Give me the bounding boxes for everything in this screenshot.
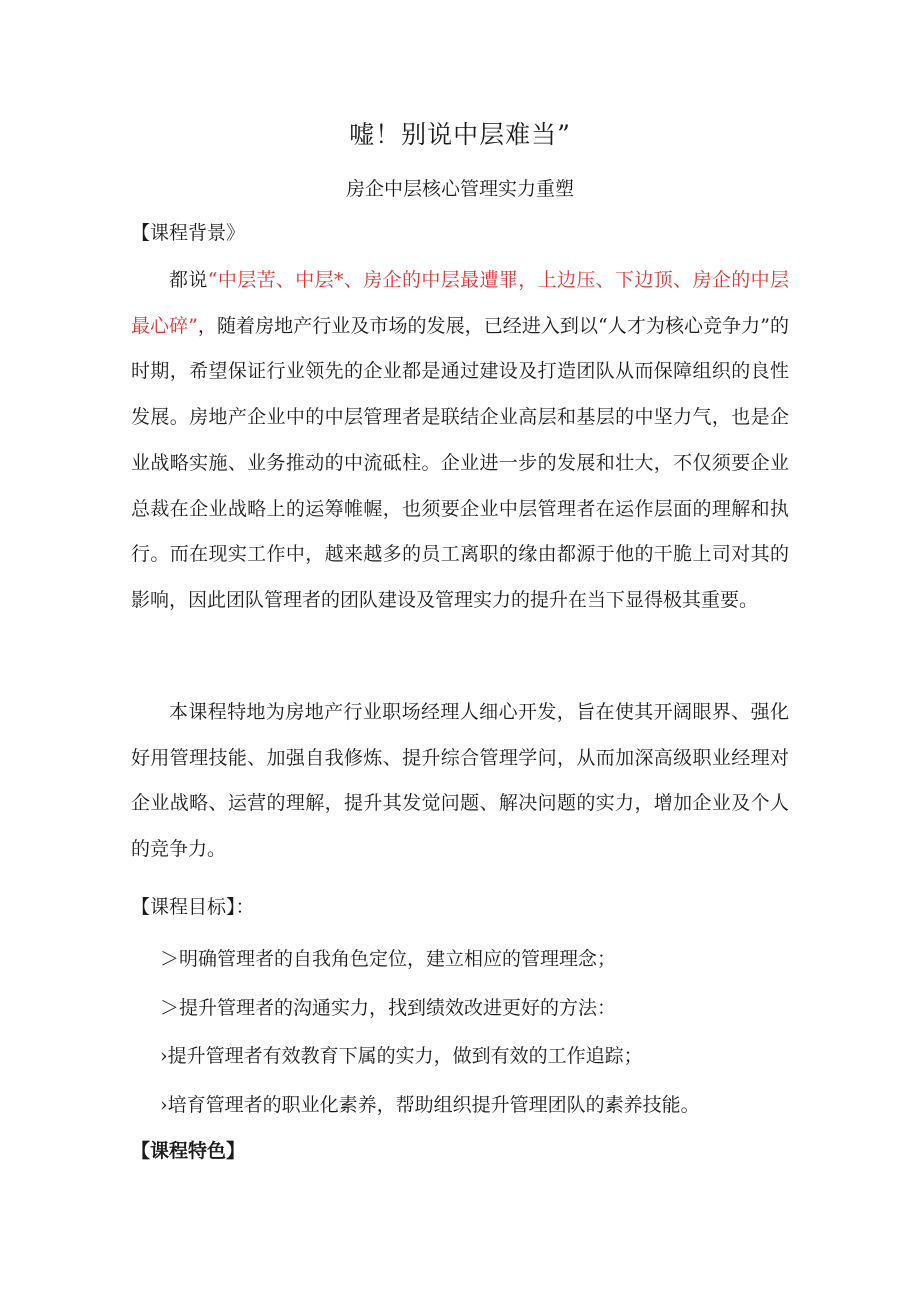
highlighted-quote: “中层苦、中层*、房企的中层最遭罪，上边压、下边顶、房企的中层最心碎” bbox=[131, 269, 789, 337]
paragraph-body: ，随着房地产行业及市场的发展，已经进入到以“人才为核心竞争力”的时期，希望保证行业领先的企业都是通过建设及打造团队从而保障组织的良性发展。房地产企业中的中层管理者是联结企业高层和基层的中坚力气，也是企业战略实施、业务推动的中流砥柱。企业进一步的发展和壮大，不仅须要企业总裁在企业战略上的运筹帷幄，也须要企业中层管理者在运作层面的理解和执行。而在现实工作中，越来越多的员工离职的缘由都源于他的干脆上司对其的影响，因此团队管理者的团队建设及管理实力的提升在当下显得极其重要。 bbox=[131, 314, 789, 611]
goals-list bbox=[160, 935, 800, 1129]
paragraph-prefix: 都说 bbox=[169, 269, 208, 291]
document-title: 嘘！别说中层难当” bbox=[349, 120, 571, 149]
goal-item: ＞提升管理者的沟通实力，找到绩效改进更好的方法： bbox=[160, 996, 617, 1019]
section-heading-background: 【课程背景》 bbox=[131, 222, 246, 244]
background-paragraph-1 bbox=[131, 258, 789, 624]
section-heading-goals: 【课程目标】： bbox=[131, 896, 255, 918]
document-subtitle: 房企中层核心管理实力重塑 bbox=[345, 178, 574, 200]
goal-item: ＞明确管理者的自我角色定位，建立相应的管理理念； bbox=[160, 948, 617, 970]
section-heading-features: 【课程特色】 bbox=[131, 1140, 246, 1162]
goal-item: ›培育管理者的职业化素养，帮助组织提升管理团队的素养技能。 bbox=[160, 1093, 700, 1116]
goal-item: ›提升管理者有效教育下属的实力，做到有效的工作追踪； bbox=[160, 1045, 643, 1067]
background-paragraph-2: 本课程特地为房地产行业职场经理人细心开发，旨在使其开阔眼界、强化好用管理技能、加强自我修炼、提升综合管理学问，从而加深高级职业经理对企业战略、运营的理解，提升其发觉问题、解决问题的实力，增加企业及个人的竞争力。 bbox=[131, 701, 789, 861]
